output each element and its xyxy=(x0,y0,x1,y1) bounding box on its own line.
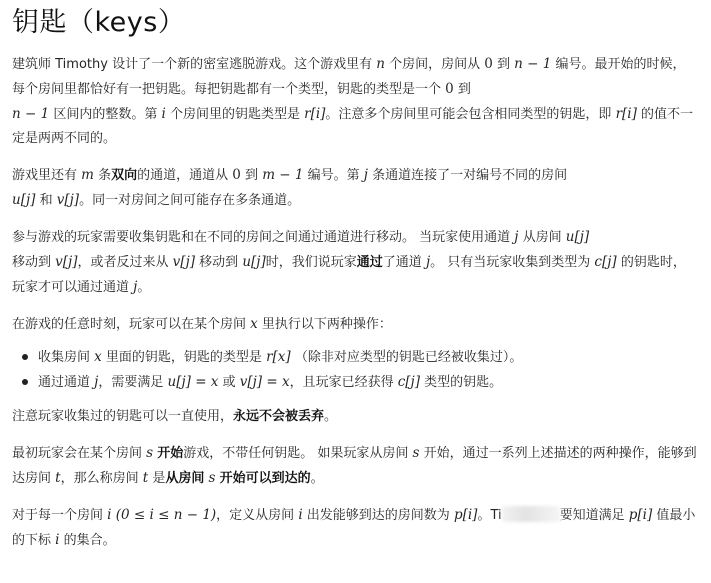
math-m: m xyxy=(81,167,94,183)
math-c-j: c[j] xyxy=(594,254,617,270)
text: 移动到 xyxy=(12,255,52,270)
text: 时，我们说玩家 xyxy=(265,255,357,270)
math-j: j xyxy=(425,254,431,270)
text: 出发能够到达的房间数为 xyxy=(306,508,450,523)
math-j: j xyxy=(363,167,368,183)
math-s: s xyxy=(412,445,420,461)
text: 通过通道 xyxy=(38,375,91,390)
math-c-j: c[j] xyxy=(397,374,421,390)
text: 里面的钥匙，钥匙的类型是 xyxy=(105,350,262,365)
math-zero: 0 xyxy=(484,56,493,72)
text: 。 xyxy=(310,471,324,486)
math-j: j xyxy=(133,279,138,295)
text: 的钥匙时，玩家才可以通过通道 xyxy=(12,255,686,295)
paragraph-keys-persist xyxy=(12,405,697,429)
text: 和 xyxy=(39,193,53,208)
bold-text: 开始可以到达的 xyxy=(219,471,311,486)
text: 对于每一个房间 xyxy=(12,508,104,523)
text: 。 只有当玩家收集到类型为 xyxy=(430,255,591,270)
paragraph-rooms xyxy=(12,52,697,151)
text: 编号。最开始的时候，每个房间里都恰好有一把钥匙。每把钥匙都有一个类型，钥匙的类型是一个 xyxy=(12,57,686,97)
math-x: x xyxy=(250,316,258,332)
text: 编号。第 xyxy=(307,168,360,183)
bold-text: 通过 xyxy=(356,255,383,270)
math-n-minus-1: n − 1 xyxy=(12,106,50,122)
math-i-range: i (0 ≤ i ≤ n − 1) xyxy=(107,507,217,523)
text: 。 xyxy=(137,280,151,295)
text: 类型的钥匙。 xyxy=(424,375,503,390)
list-item xyxy=(38,370,697,395)
math-r-x: r[x] xyxy=(266,349,291,365)
text: ，或者反过来从 xyxy=(77,255,169,270)
text: 或 xyxy=(222,375,236,390)
text: 个房间里的钥匙类型是 xyxy=(169,107,300,122)
math-condition: u[j] = x xyxy=(167,374,219,390)
text: 的值不一定是两两不同的。 xyxy=(12,107,694,146)
math-s: s xyxy=(208,470,216,486)
math-v-j: v[j] xyxy=(56,192,80,208)
math-j: j xyxy=(94,374,99,390)
text: 。Ti xyxy=(477,508,502,523)
text: 到 xyxy=(496,57,510,72)
math-u-j: u[j] xyxy=(12,192,36,208)
text: ，那么称房间 xyxy=(60,471,139,486)
math-j: j xyxy=(514,229,519,245)
text: 条 xyxy=(98,168,112,183)
text: 游戏，不带任何钥匙。 如果玩家从房间 xyxy=(183,446,409,461)
bold-text: 开始 xyxy=(157,446,184,461)
text: 的通道，通道从 xyxy=(137,168,229,183)
text: 到 xyxy=(457,82,471,97)
text: 。 xyxy=(324,409,338,424)
math-i: i xyxy=(55,532,60,548)
math-v-j: v[j] xyxy=(55,254,78,270)
text: 参与游戏的玩家需要收集钥匙和在不同的房间之间通过通道进行移动。 当玩家使用通道 xyxy=(12,230,511,245)
text: 建筑师 Timothy 设计了一个新的密室逃脱游戏。这个游戏里有 xyxy=(12,57,373,72)
text: 值最小的下标 xyxy=(12,508,696,548)
paragraph-passages xyxy=(12,163,697,213)
text: 到 xyxy=(245,168,259,183)
text: ，且玩家已经获得 xyxy=(289,375,394,390)
blurred-region xyxy=(502,506,560,522)
math-r-i: r[i] xyxy=(304,106,326,122)
math-t: t xyxy=(55,470,61,486)
text: 在游戏的任意时刻，玩家可以在某个房间 xyxy=(12,317,247,332)
text: 。注意多个房间里可能会包含相同类型的钥匙，即 xyxy=(325,107,612,122)
operations-list xyxy=(12,345,697,395)
text: 游戏里还有 xyxy=(12,168,78,183)
text: 移动到 xyxy=(199,255,239,270)
list-item xyxy=(38,345,697,370)
text: 。同一对房间之间可能存在多条通道。 xyxy=(79,193,301,208)
text: 从房间 xyxy=(522,230,562,245)
text: 收集房间 xyxy=(38,350,91,365)
math-v-j: v[j] xyxy=(172,254,196,270)
math-m-minus-1: m − 1 xyxy=(262,167,304,183)
text: ，需要满足 xyxy=(98,375,164,390)
math-r-i: r[i] xyxy=(615,106,637,122)
text: 条通道连接了一对编号不同的房间 xyxy=(372,168,568,183)
text: 个房间，房间从 xyxy=(389,57,481,72)
math-i: i xyxy=(161,106,166,122)
text: 注意玩家收集过的钥匙可以一直使用， xyxy=(12,409,234,424)
math-p-i: p[i] xyxy=(453,507,478,523)
math-n-minus-1: n − 1 xyxy=(514,56,552,72)
math-s: s xyxy=(146,445,154,461)
bold-text: 永远不会被丢弃 xyxy=(233,409,325,424)
paragraph-movement xyxy=(12,225,697,300)
math-u-j: u[j] xyxy=(565,229,590,245)
text: 要知道满足 xyxy=(559,508,625,523)
math-p-i: p[i] xyxy=(628,507,653,523)
text: 开始，通过一系列上述描述的两种操作，能够到达房间 xyxy=(12,446,697,486)
paragraph-operations xyxy=(12,312,697,337)
math-zero: 0 xyxy=(232,167,241,183)
text: 了通道 xyxy=(382,255,422,270)
math-x: x xyxy=(94,349,102,365)
math-i: i xyxy=(298,507,303,523)
math-zero: 0 xyxy=(445,81,454,97)
math-n: n xyxy=(376,56,385,72)
math-t: t xyxy=(142,470,149,486)
text: （除非对应类型的钥匙已经被收集过）。 xyxy=(294,350,523,365)
paragraph-reachability xyxy=(12,441,697,491)
paragraph-goal xyxy=(12,503,697,553)
text: 最初玩家会在某个房间 xyxy=(12,446,143,461)
math-u-j: u[j] xyxy=(242,254,266,270)
bold-text: 从房间 xyxy=(165,471,205,486)
bold-text: 双向 xyxy=(111,168,138,183)
page-title: 钥匙（keys） xyxy=(12,7,186,38)
text: 区间内的整数。第 xyxy=(53,107,158,122)
text: 的集合。 xyxy=(63,533,116,548)
text: 是 xyxy=(152,471,166,486)
math-condition: v[j] = x xyxy=(239,374,290,390)
text: ，定义从房间 xyxy=(216,508,295,523)
text: 里执行以下两种操作： xyxy=(261,317,392,332)
